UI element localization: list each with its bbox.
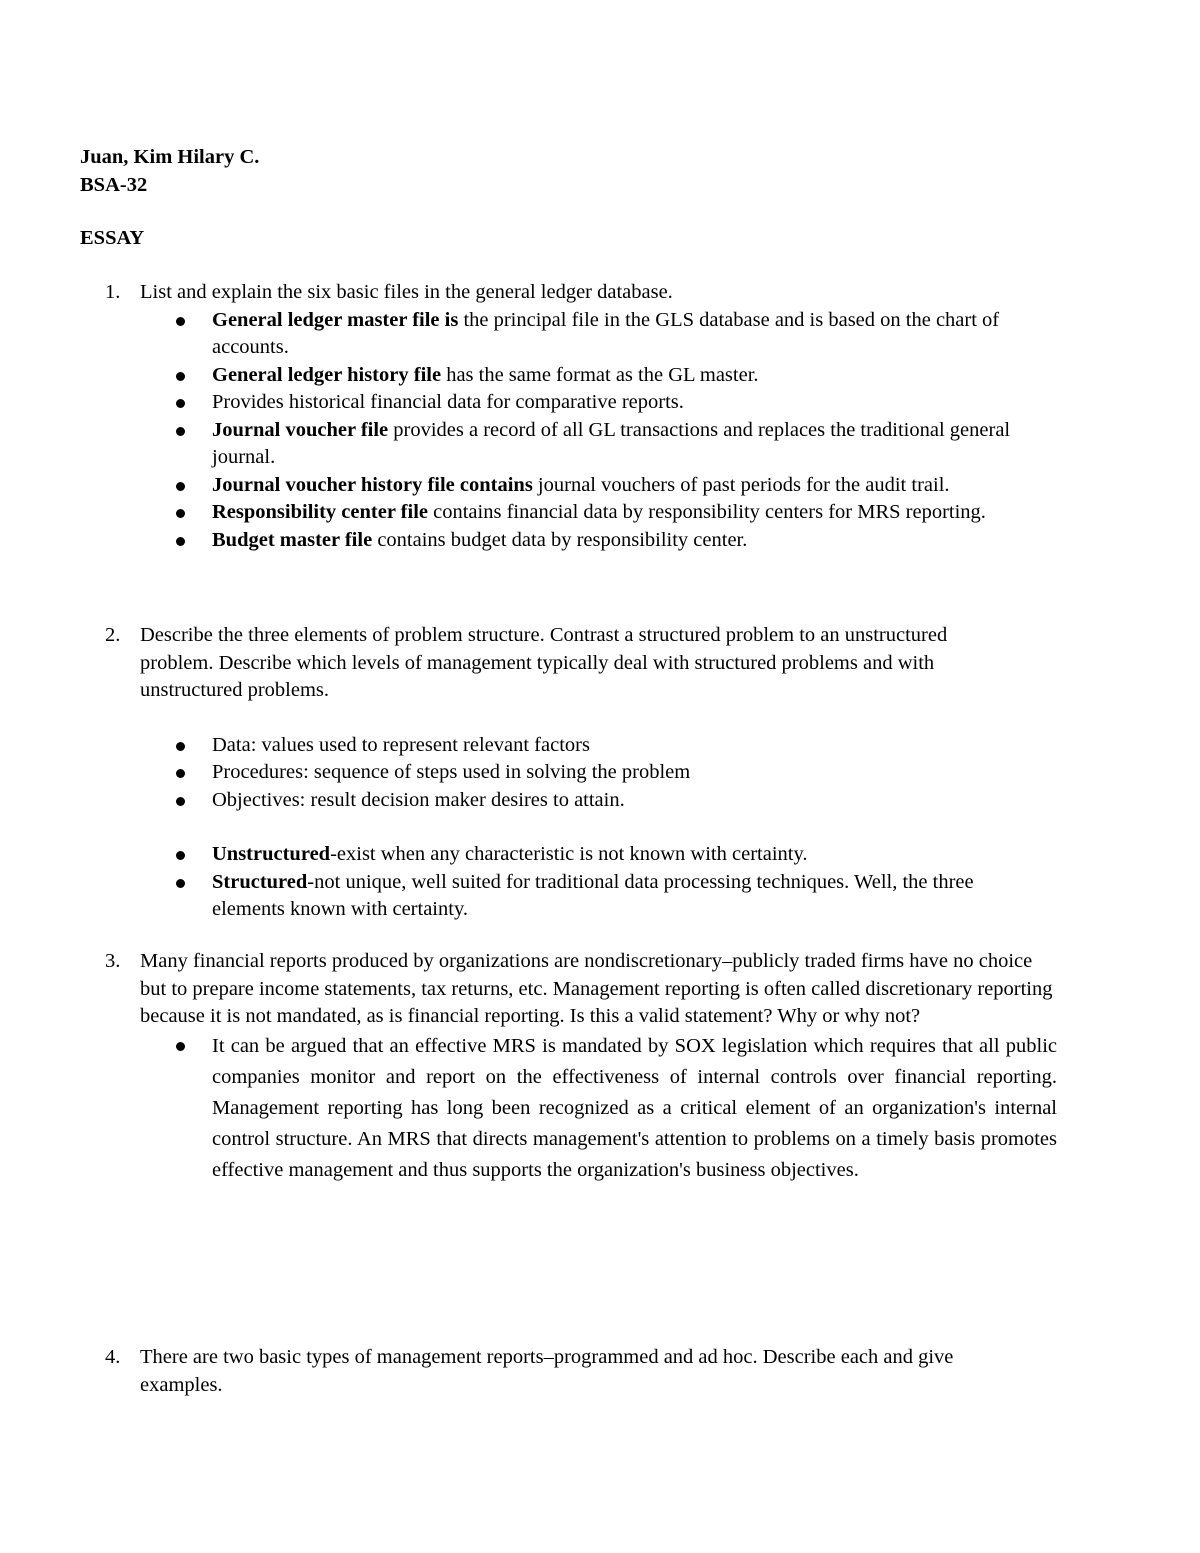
list-item <box>212 307 1052 362</box>
bullet-icon <box>176 879 185 888</box>
definition: -exist when any characteristic is not known with certainty. <box>330 843 808 865</box>
list-item <box>212 527 1060 555</box>
bullet-icon <box>176 427 185 436</box>
list-item <box>212 869 1042 924</box>
definition: provides a record of all GL transactions and replaces the traditional general journal. <box>212 418 1011 468</box>
item-text: Data: values used to represent relevant factors <box>212 733 590 756</box>
term: Responsibility center file <box>212 501 428 523</box>
student-info <box>80 143 259 199</box>
term: Structured <box>212 870 308 893</box>
student-section: BSA-32 <box>80 174 148 196</box>
question-text: There are two basic types of management reports–programmed and ad hoc. Describe each and give examples. <box>140 1346 954 1396</box>
bullet-icon <box>176 537 185 546</box>
contrast-list <box>212 841 1060 924</box>
list-item <box>212 389 1060 417</box>
elements-list <box>212 732 1060 815</box>
bullet-icon <box>176 797 185 806</box>
definition: journal vouchers of past periods for the audit trail. <box>532 473 950 496</box>
question-number: 3. <box>105 950 121 972</box>
definition: has the same format as the GL master. <box>441 363 759 386</box>
list-item <box>212 759 1060 787</box>
question-text: List and explain the six basic files in the general ledger database. <box>140 281 673 303</box>
bullet-icon <box>176 1042 185 1051</box>
list-item <box>212 787 1060 815</box>
bullet-icon <box>176 372 185 381</box>
student-name: Juan, Kim Hilary C. <box>80 146 260 168</box>
question-number: 4. <box>105 1346 121 1368</box>
term: Journal voucher history file contains <box>212 473 533 496</box>
answer-paragraph <box>212 1031 1057 1186</box>
term: Unstructured <box>212 843 331 865</box>
list-item <box>212 472 1060 500</box>
question-3 <box>100 948 1060 1186</box>
bullet-icon <box>176 769 185 778</box>
question-number: 1. <box>105 281 121 303</box>
bullet-icon <box>176 482 185 491</box>
item-text: Procedures: sequence of steps used in solving the problem <box>212 761 691 783</box>
question-text: Many financial reports produced by organizations are nondiscretionary–publicly traded firms have no choice but to prepare income statements, tax returns, etc. Management reporting is often called discretionary reporting because it is not mandated, as is financial reporting. Is this a valid statement? Why or why not? <box>140 950 1053 1027</box>
term: General ledger master file is <box>212 308 459 331</box>
item-text: Objectives: result decision maker desires to attain. <box>212 788 625 811</box>
definition: contains budget data by responsibility center. <box>372 528 748 551</box>
essay-title: ESSAY <box>80 227 145 249</box>
list-item <box>212 417 1062 472</box>
question-1 <box>100 279 1060 554</box>
bullet-icon <box>176 851 185 860</box>
list-item <box>212 841 1060 869</box>
definition: -not unique, well suited for traditional data processing techniques. Well, the three elements known with certainty. <box>212 870 974 920</box>
term: General ledger history file <box>212 363 442 386</box>
list-item <box>212 362 1060 390</box>
list-item <box>212 732 1060 760</box>
list-item <box>212 499 1022 527</box>
definition: contains financial data by responsibility centers for MRS reporting. <box>428 501 986 523</box>
bullet-icon <box>176 399 185 408</box>
answer-list <box>212 1031 1060 1186</box>
term: Budget master file <box>212 528 373 551</box>
question-text: Describe the three elements of problem structure. Contrast a structured problem to an unstructured problem. Describe which levels of management typically deal with structured problems and with unstructured problems. <box>140 624 948 701</box>
question-4 <box>100 1344 1060 1399</box>
question-number: 2. <box>105 624 121 646</box>
answer-text: It can be argued that an effective MRS is mandated by SOX legislation which requires that all public companies monitor and report on the effectiveness of internal controls over financial reporting. Management reporting has long been recognized as a critical element of an organization's internal control structure. An MRS that directs management's attention to problems on a timely basis promotes effective management and thus supports the organization's business objectives. <box>212 1034 1057 1181</box>
question-2 <box>100 622 1060 924</box>
answer-list <box>212 307 1060 555</box>
bullet-icon <box>176 317 185 326</box>
term: Journal voucher file <box>212 418 389 441</box>
bullet-icon <box>176 742 185 751</box>
bullet-icon <box>176 509 185 518</box>
definition: the principal file in the GLS database and is based on the chart of accounts. <box>212 308 1000 358</box>
definition: Provides historical financial data for comparative reports. <box>212 391 684 413</box>
